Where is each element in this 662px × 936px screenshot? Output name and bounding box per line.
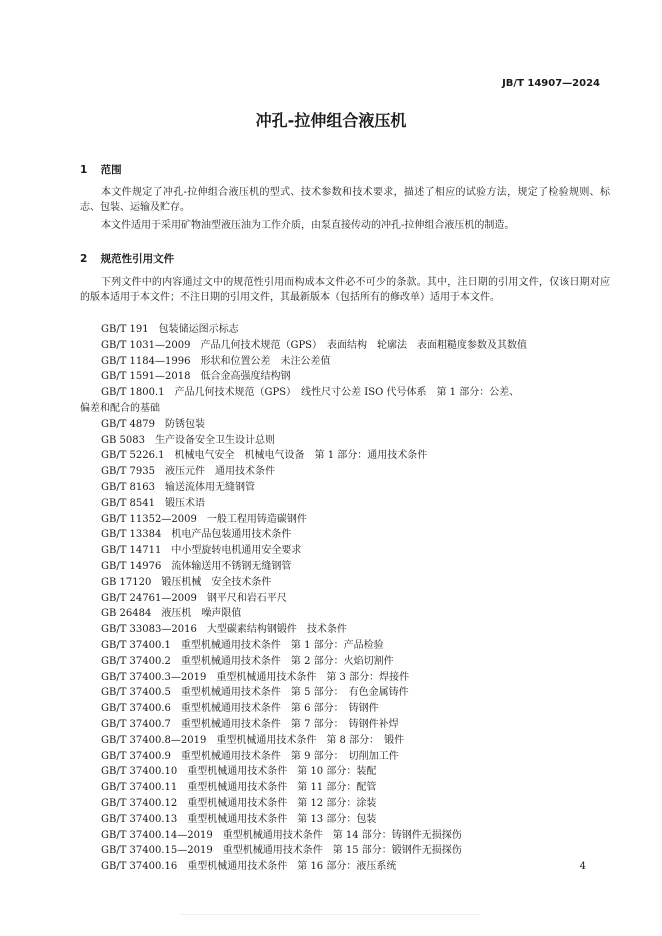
reference-item: GB/T 37400.14—2019 重型机械通用技术条件 第 14 部分：铸钢件无损探伤 — [101, 829, 462, 841]
reference-item: GB/T 37400.10 重型机械通用技术条件 第 10 部分：装配 — [101, 766, 377, 778]
reference-item-continuation: 偏差和配合的基础 — [80, 402, 160, 414]
reference-item: GB/T 8163 输送流体用无缝钢管 — [101, 481, 256, 493]
page-number: 4 — [579, 861, 586, 872]
reference-list — [80, 322, 610, 875]
reference-item: GB/T 33083—2016 大型碳素结构钢锻件 技术条件 — [101, 624, 347, 636]
reference-item: GB/T 5226.1 机械电气安全 机械电气设备 第 1 部分：通用技术条件 — [101, 450, 428, 462]
section-2-number: 2 — [80, 253, 88, 265]
reference-item: GB/T 37400.7 重型机械通用技术条件 第 7 部分： 铸钢件补焊 — [101, 718, 399, 730]
standard-number: JB/T 14907—2024 — [502, 78, 600, 89]
reference-item: GB/T 37400.16 重型机械通用技术条件 第 16 部分：液压系统 — [101, 861, 397, 873]
reference-item: GB 5083 生产设备安全卫生设计总则 — [101, 434, 275, 446]
section-1-paragraph-1: 本文件规定了冲孔-拉伸组合液压机的型式、技术参数和技术要求，描述了相应的试验方法，规定了检验规则、标志、包装、运输及贮存。 — [80, 187, 610, 213]
reference-item: GB/T 1800.1 产品几何技术规范（GPS） 线性尺寸公差 ISO 代号体系 第 1 部分：公差、 — [101, 387, 520, 399]
reference-item: GB/T 7935 液压元件 通用技术条件 — [101, 466, 276, 478]
reference-item: GB 26484 液压机 噪声限值 — [101, 608, 242, 620]
section-1-number: 1 — [80, 164, 88, 176]
reference-item: GB/T 37400.6 重型机械通用技术条件 第 6 部分： 铸钢件 — [101, 703, 379, 715]
section-2-heading — [80, 251, 174, 266]
reference-item: GB/T 4879 防锈包装 — [101, 418, 206, 430]
reference-item: GB/T 14711 中小型旋转电机通用安全要求 — [101, 545, 302, 557]
reference-item: GB/T 37400.12 重型机械通用技术条件 第 12 部分：涂装 — [101, 797, 377, 809]
section-1-paragraph-2: 本文件适用于采用矿物油型液压油为工作介质，由泵直接传动的冲孔-拉伸组合液压机的制造。 — [101, 220, 515, 231]
footer-divider — [180, 914, 480, 915]
section-1-title: 范围 — [100, 164, 122, 176]
reference-item: GB/T 1184—1996 形状和位置公差 未注公差值 — [101, 355, 331, 367]
reference-item: GB/T 37400.3—2019 重型机械通用技术条件 第 3 部分：焊接件 — [101, 671, 410, 683]
reference-item: GB/T 1031—2009 产品几何技术规范（GPS） 表面结构 轮廓法 表面粗糙度参数及其数值 — [101, 339, 528, 351]
reference-item: GB/T 13384 机电产品包装通用技术条件 — [101, 529, 292, 541]
reference-item: GB/T 24761—2009 钢平尺和岩石平尺 — [101, 592, 287, 604]
reference-item: GB/T 37400.15—2019 重型机械通用技术条件 第 15 部分：锻钢件无损探伤 — [101, 845, 462, 857]
document-title: 冲孔-拉伸组合液压机 — [255, 111, 407, 130]
reference-item: GB/T 37400.5 重型机械通用技术条件 第 5 部分： 有色金属铸件 — [101, 687, 409, 699]
reference-item: GB/T 8541 锻压术语 — [101, 497, 206, 509]
reference-item: GB 17120 锻压机械 安全技术条件 — [101, 576, 272, 588]
reference-item: GB/T 37400.1 重型机械通用技术条件 第 1 部分：产品检验 — [101, 639, 384, 651]
reference-item: GB/T 37400.9 重型机械通用技术条件 第 9 部分： 切削加工件 — [101, 750, 399, 762]
reference-item: GB/T 37400.13 重型机械通用技术条件 第 13 部分：包装 — [101, 813, 377, 825]
reference-item: GB/T 1591—2018 低合金高强度结构钢 — [101, 371, 291, 383]
section-2-title: 规范性引用文件 — [100, 253, 175, 265]
reference-item: GB/T 37400.11 重型机械通用技术条件 第 11 部分：配管 — [101, 782, 377, 794]
reference-item: GB/T 14976 流体输送用不锈钢无缝钢管 — [101, 560, 292, 572]
reference-item: GB/T 37400.2 重型机械通用技术条件 第 2 部分：火焰切割件 — [101, 655, 394, 667]
section-1-heading — [80, 162, 122, 177]
reference-item: GB/T 37400.8—2019 重型机械通用技术条件 第 8 部分： 锻件 — [101, 734, 405, 746]
section-2-intro: 下列文件中的内容通过文中的规范性引用而构成本文件必不可少的条款。其中，注日期的引用文件，仅该日期对应的版本适用于本文件；不注日期的引用文件，其最新版本（包括所有的修改单）适用于本文件。 — [80, 277, 610, 303]
reference-item: GB/T 191 包装储运图示标志 — [101, 324, 239, 335]
reference-item: GB/T 11352—2009 一般工程用铸造碳钢件 — [101, 513, 307, 525]
